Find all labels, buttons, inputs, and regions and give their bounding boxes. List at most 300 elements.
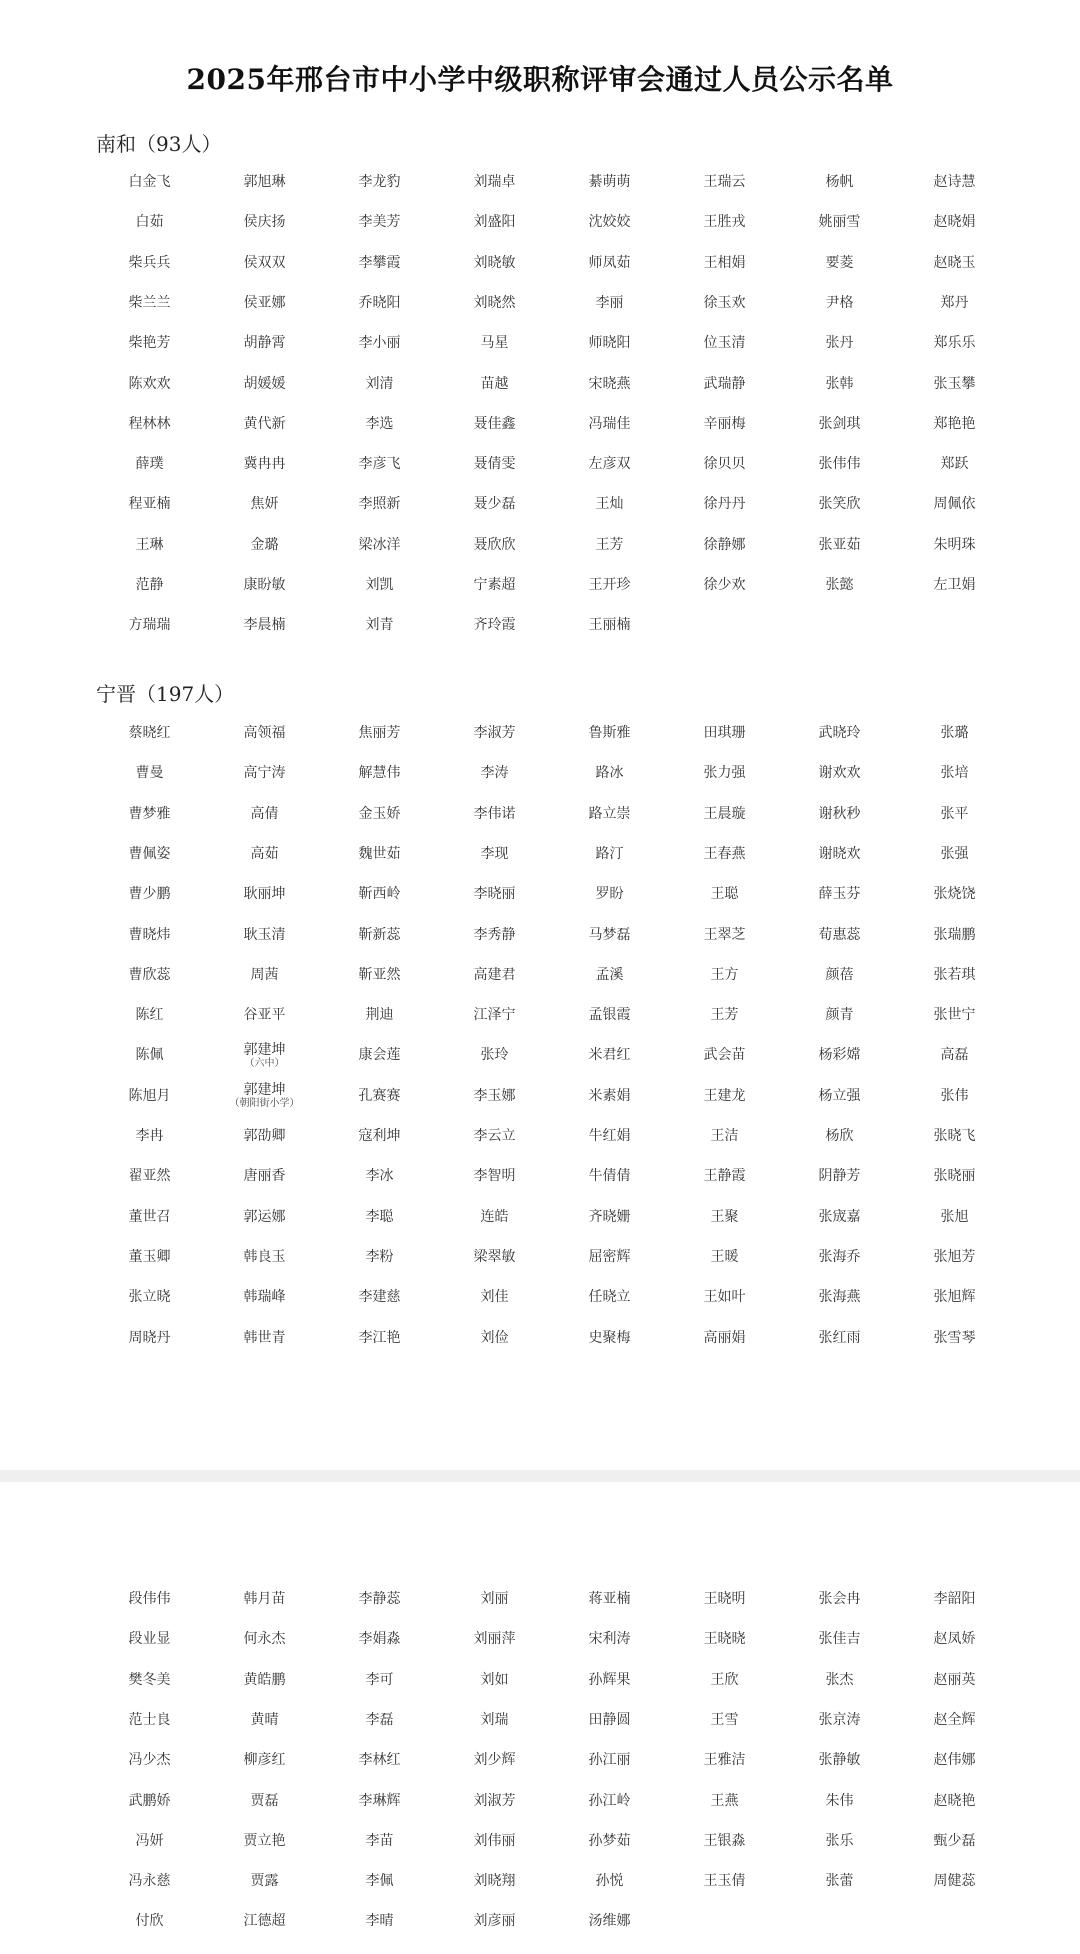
name-text: 李龙豹 [358, 174, 401, 191]
name-text: 张韩 [825, 375, 854, 392]
name-cell [782, 404, 897, 444]
name-cell [437, 713, 552, 753]
name-text: 綦萌萌 [588, 174, 631, 191]
name-text: 陈佩 [135, 1047, 164, 1064]
name-text: 荆迪 [365, 1007, 394, 1024]
name-cell [437, 1740, 552, 1780]
name-text: 要菱 [825, 254, 854, 271]
name-cell [552, 1237, 667, 1277]
name-text: 聂欣欣 [473, 536, 516, 553]
name-text: 高磊 [940, 1047, 969, 1064]
name-cell [207, 914, 322, 954]
name-text: 曹晓炜 [128, 926, 171, 943]
name-cell [92, 1116, 207, 1156]
name-cell [782, 565, 897, 605]
name-cell [207, 834, 322, 874]
name-text: 张佳吉 [818, 1631, 861, 1648]
name-text: 王雅洁 [703, 1752, 746, 1769]
name-cell [667, 363, 782, 403]
name-cell [667, 794, 782, 834]
name-text: 刘凯 [365, 577, 394, 594]
name-text: 张力强 [703, 765, 746, 782]
name-text: 杨彩嫦 [818, 1047, 861, 1064]
name-cell [897, 323, 1012, 363]
name-cell [437, 1901, 552, 1941]
name-cell [322, 404, 437, 444]
name-text: 李攀霞 [358, 254, 401, 271]
name-cell [782, 1740, 897, 1780]
name-text: 齐晓姗 [588, 1208, 631, 1225]
name-text: 徐少欢 [703, 577, 746, 594]
name-cell [437, 202, 552, 242]
name-cell [782, 1277, 897, 1317]
name-cell [782, 363, 897, 403]
name-text: 张玲 [480, 1047, 509, 1064]
name-text: 曹梦雅 [128, 805, 171, 822]
name-cell [437, 162, 552, 202]
name-cell [552, 1579, 667, 1619]
name-cell [207, 995, 322, 1035]
name-cell [322, 484, 437, 524]
name-text: 刘清 [365, 375, 394, 392]
name-cell [667, 1619, 782, 1659]
name-cell [667, 525, 782, 565]
name-text: 江德超 [243, 1913, 286, 1930]
name-text: 刘瑞 [480, 1711, 509, 1728]
name-cell [782, 162, 897, 202]
name-text: 薛璞 [135, 456, 164, 473]
name-cell [92, 363, 207, 403]
name-cell [92, 525, 207, 565]
name-cell [92, 914, 207, 954]
name-cell [437, 444, 552, 484]
name-cell [667, 404, 782, 444]
name-text: 王翠芝 [703, 926, 746, 943]
name-cell [437, 1821, 552, 1861]
name-text: 董世召 [128, 1208, 171, 1225]
name-cell [667, 1076, 782, 1116]
name-cell [782, 484, 897, 524]
name-cell [552, 753, 667, 793]
name-cell [92, 713, 207, 753]
name-cell [322, 605, 437, 645]
name-text: 徐贝贝 [703, 456, 746, 473]
name-cell [322, 162, 437, 202]
name-cell [92, 794, 207, 834]
name-text: 张海燕 [818, 1289, 861, 1306]
name-text: 孙江丽 [588, 1752, 631, 1769]
name-text: 侯双双 [243, 254, 286, 271]
name-text: 李冉 [135, 1128, 164, 1145]
name-text: 张旭芳 [933, 1248, 976, 1265]
name-text: 刘丽萍 [473, 1631, 516, 1648]
name-cell [897, 1197, 1012, 1237]
name-text: 王相娟 [703, 254, 746, 271]
name-cell [897, 1619, 1012, 1659]
name-cell [322, 1579, 437, 1619]
name-cell [437, 1317, 552, 1357]
name-cell [207, 1277, 322, 1317]
name-text: 李娟淼 [358, 1631, 401, 1648]
name-cell [437, 1579, 552, 1619]
name-cell [782, 1197, 897, 1237]
name-text: 杨立强 [818, 1087, 861, 1104]
name-cell [92, 1780, 207, 1820]
name-cell [667, 1740, 782, 1780]
name-text: 孟溪 [595, 966, 624, 983]
name-cell [437, 794, 552, 834]
name-cell [667, 484, 782, 524]
name-text: 史聚梅 [588, 1329, 631, 1346]
name-cell [92, 565, 207, 605]
name-cell [207, 1156, 322, 1196]
name-cell [92, 404, 207, 444]
name-text: 张海乔 [818, 1248, 861, 1265]
name-text: 贾露 [250, 1873, 279, 1890]
name-text: 聂少磊 [473, 496, 516, 513]
name-cell [207, 404, 322, 444]
name-text: 陈欢欢 [128, 375, 171, 392]
name-cell [782, 753, 897, 793]
name-text: 冀冉冉 [243, 456, 286, 473]
name-text: 靳亚然 [358, 966, 401, 983]
name-cell [322, 1821, 437, 1861]
name-cell [92, 1237, 207, 1277]
name-cell [667, 1317, 782, 1357]
name-text: 郭运娜 [243, 1208, 286, 1225]
name-text: 张红雨 [818, 1329, 861, 1346]
name-text: 赵晓艳 [933, 1792, 976, 1809]
name-grid-nanhe [92, 162, 1012, 646]
name-text: 李聪 [365, 1208, 394, 1225]
name-text: 何永杰 [243, 1631, 286, 1648]
name-cell [92, 955, 207, 995]
name-text: 黄皓鹏 [243, 1671, 286, 1688]
name-cell [437, 1116, 552, 1156]
name-cell [782, 995, 897, 1035]
name-text: 张丹 [825, 335, 854, 352]
name-cell [552, 1619, 667, 1659]
name-text: 侯庆扬 [243, 214, 286, 231]
name-text: 高建君 [473, 966, 516, 983]
name-text: 刘丽 [480, 1591, 509, 1608]
name-text: 冯妍 [135, 1832, 164, 1849]
name-cell [437, 1237, 552, 1277]
name-cell [322, 995, 437, 1035]
name-cell [552, 283, 667, 323]
name-cell [92, 1740, 207, 1780]
name-cell [782, 794, 897, 834]
name-cell [667, 1861, 782, 1901]
name-cell [552, 1861, 667, 1901]
name-text: 徐静娜 [703, 536, 746, 553]
name-cell [322, 1861, 437, 1901]
name-text: 朱明珠 [933, 536, 976, 553]
name-cell [322, 202, 437, 242]
name-cell [897, 1277, 1012, 1317]
name-cell [207, 1901, 322, 1941]
name-cell [437, 525, 552, 565]
name-cell [92, 202, 207, 242]
name-text: 宁素超 [473, 577, 516, 594]
name-cell [92, 484, 207, 524]
name-text: 寇利坤 [358, 1128, 401, 1145]
name-cell [552, 484, 667, 524]
name-text: 刘晓然 [473, 294, 516, 311]
name-text: 李淑芳 [473, 725, 516, 742]
name-cell [897, 1156, 1012, 1196]
name-cell [897, 1861, 1012, 1901]
name-text: 徐丹丹 [703, 496, 746, 513]
name-text: 李佩 [365, 1873, 394, 1890]
name-cell [207, 794, 322, 834]
name-text: 黄代新 [243, 415, 286, 432]
name-cell [207, 1861, 322, 1901]
name-text: 杨帆 [825, 174, 854, 191]
name-text: 樊冬美 [128, 1671, 171, 1688]
name-cell [782, 1619, 897, 1659]
name-cell [92, 995, 207, 1035]
name-cell [322, 1076, 437, 1116]
name-cell [667, 1700, 782, 1740]
name-text: 胡媛媛 [243, 375, 286, 392]
name-cell [322, 1700, 437, 1740]
name-cell [667, 834, 782, 874]
name-cell [207, 753, 322, 793]
name-text: 黄晴 [250, 1711, 279, 1728]
name-cell [667, 323, 782, 363]
name-text: 刘晓敏 [473, 254, 516, 271]
name-cell [552, 363, 667, 403]
name-text: 魏世茹 [358, 845, 401, 862]
name-text: 王静霞 [703, 1168, 746, 1185]
name-cell [92, 1660, 207, 1700]
name-text: 张晓丽 [933, 1168, 976, 1185]
name-cell [782, 955, 897, 995]
name-cell [782, 713, 897, 753]
name-cell [322, 444, 437, 484]
name-text: 张懿 [825, 577, 854, 594]
name-text: 冯少杰 [128, 1752, 171, 1769]
name-cell [552, 525, 667, 565]
name-text: 梁冰洋 [358, 536, 401, 553]
name-text: 张蕾 [825, 1873, 854, 1890]
name-cell [322, 874, 437, 914]
name-text: 王洁 [710, 1128, 739, 1145]
name-text: 左卫娟 [933, 577, 976, 594]
name-cell [322, 1156, 437, 1196]
name-text: 张强 [940, 845, 969, 862]
name-text: 张瑞鹏 [933, 926, 976, 943]
name-cell [897, 874, 1012, 914]
name-text: 陈旭月 [128, 1087, 171, 1104]
name-cell [667, 1277, 782, 1317]
name-cell [322, 1116, 437, 1156]
name-text: 孟银霞 [588, 1007, 631, 1024]
name-cell [897, 914, 1012, 954]
page-separator [0, 1470, 1080, 1482]
name-text: 谢秋秒 [818, 805, 861, 822]
name-text: 李静蕊 [358, 1591, 401, 1608]
name-text: 谢晓欢 [818, 845, 861, 862]
name-cell [552, 995, 667, 1035]
name-cell [437, 1861, 552, 1901]
name-cell [437, 565, 552, 605]
name-text: 赵伟娜 [933, 1752, 976, 1769]
name-text: 王欣 [710, 1671, 739, 1688]
name-cell [322, 1780, 437, 1820]
name-text: 焦丽芳 [358, 725, 401, 742]
name-text: 王暖 [710, 1248, 739, 1265]
name-text: 王聪 [710, 886, 739, 903]
name-cell [782, 1700, 897, 1740]
name-text: 李粉 [365, 1248, 394, 1265]
name-text: 李苗 [365, 1832, 394, 1849]
name-cell [667, 914, 782, 954]
name-text: 贾磊 [250, 1792, 279, 1809]
name-note: （朝阳街小学） [229, 1098, 300, 1110]
name-cell [552, 1780, 667, 1820]
name-text: 王如叶 [703, 1289, 746, 1306]
name-text: 荀惠蕊 [818, 926, 861, 943]
name-cell [207, 1660, 322, 1700]
name-cell [322, 323, 437, 363]
name-cell [207, 1821, 322, 1861]
name-text: 胡静霄 [243, 335, 286, 352]
name-text: 王方 [710, 966, 739, 983]
name-cell [667, 874, 782, 914]
name-cell [207, 1619, 322, 1659]
name-text: 王琳 [135, 536, 164, 553]
name-text: 张杰 [825, 1671, 854, 1688]
document-page-2 [0, 1482, 1080, 1954]
name-cell [207, 1035, 322, 1075]
name-cell [552, 1821, 667, 1861]
name-cell [552, 1197, 667, 1237]
name-cell [207, 525, 322, 565]
name-text: 阴静芳 [818, 1168, 861, 1185]
name-cell [207, 283, 322, 323]
name-cell [782, 202, 897, 242]
name-cell [322, 1619, 437, 1659]
name-cell [92, 834, 207, 874]
name-text: 耿玉清 [243, 926, 286, 943]
name-cell [667, 444, 782, 484]
name-cell [782, 914, 897, 954]
name-cell [322, 1197, 437, 1237]
name-cell [322, 834, 437, 874]
name-cell [552, 1116, 667, 1156]
name-cell [437, 404, 552, 444]
name-grid-ningjin-continued [92, 1579, 1012, 1942]
name-note: （六中） [244, 1057, 285, 1069]
name-cell [437, 363, 552, 403]
name-cell [552, 914, 667, 954]
name-text: 赵诗慧 [933, 174, 976, 191]
name-cell [897, 1317, 1012, 1357]
name-text: 王开珍 [588, 577, 631, 594]
name-cell [667, 1035, 782, 1075]
document-title: 2025年邢台市中小学中级职称评审会通过人员公示名单 [186, 63, 894, 96]
name-text: 程亚楠 [128, 496, 171, 513]
name-cell [897, 243, 1012, 283]
name-text: 张会冉 [818, 1591, 861, 1608]
name-text: 程林林 [128, 415, 171, 432]
name-cell [782, 1237, 897, 1277]
name-cell [437, 995, 552, 1035]
name-cell [782, 1780, 897, 1820]
name-text: 王丽楠 [588, 617, 631, 634]
name-text: 康会莲 [358, 1047, 401, 1064]
name-text: 刘晓翔 [473, 1873, 516, 1890]
name-cell [552, 243, 667, 283]
name-cell [782, 1861, 897, 1901]
name-text: 张静敏 [818, 1752, 861, 1769]
name-text: 李秀静 [473, 926, 516, 943]
name-text: 赵晓玉 [933, 254, 976, 271]
name-cell [782, 834, 897, 874]
name-cell [207, 444, 322, 484]
section-heading-ningjin: 宁晋（197人） [96, 682, 235, 706]
name-text: 高丽娟 [703, 1329, 746, 1346]
name-cell [782, 1116, 897, 1156]
name-cell [667, 995, 782, 1035]
name-cell [552, 1740, 667, 1780]
name-text: 曹佩姿 [128, 845, 171, 862]
name-text: 宋晓燕 [588, 375, 631, 392]
name-cell [92, 1821, 207, 1861]
name-text: 王灿 [595, 496, 624, 513]
name-cell [322, 1317, 437, 1357]
name-cell [437, 283, 552, 323]
name-cell [667, 283, 782, 323]
name-cell [897, 525, 1012, 565]
name-text: 沈姣姣 [588, 214, 631, 231]
name-text: 王晨璇 [703, 805, 746, 822]
name-text: 柴艳芳 [128, 335, 171, 352]
name-cell [552, 1317, 667, 1357]
name-text: 师晓阳 [588, 335, 631, 352]
name-text: 武瑞静 [703, 375, 746, 392]
name-text: 周健蕊 [933, 1873, 976, 1890]
name-cell [897, 404, 1012, 444]
name-cell [552, 794, 667, 834]
name-text: 苗越 [480, 375, 509, 392]
name-text: 高宁涛 [243, 765, 286, 782]
name-cell [437, 1035, 552, 1075]
name-text: 韩良玉 [243, 1248, 286, 1265]
name-text: 李照新 [358, 496, 401, 513]
name-cell [552, 444, 667, 484]
name-text: 郑丹 [940, 294, 969, 311]
name-text: 周佩依 [933, 496, 976, 513]
name-cell [667, 1780, 782, 1820]
name-cell [207, 1237, 322, 1277]
name-text: 王芳 [595, 536, 624, 553]
name-text: 连皓 [480, 1208, 509, 1225]
name-text: 杨欣 [825, 1128, 854, 1145]
name-text: 李晴 [365, 1913, 394, 1930]
name-cell [92, 753, 207, 793]
name-cell [897, 1579, 1012, 1619]
name-text: 金璐 [250, 536, 279, 553]
name-cell [92, 1619, 207, 1659]
name-cell [322, 955, 437, 995]
name-cell [552, 605, 667, 645]
name-text: 姚丽雪 [818, 214, 861, 231]
name-text: 王聚 [710, 1208, 739, 1225]
name-text: 李磊 [365, 1711, 394, 1728]
